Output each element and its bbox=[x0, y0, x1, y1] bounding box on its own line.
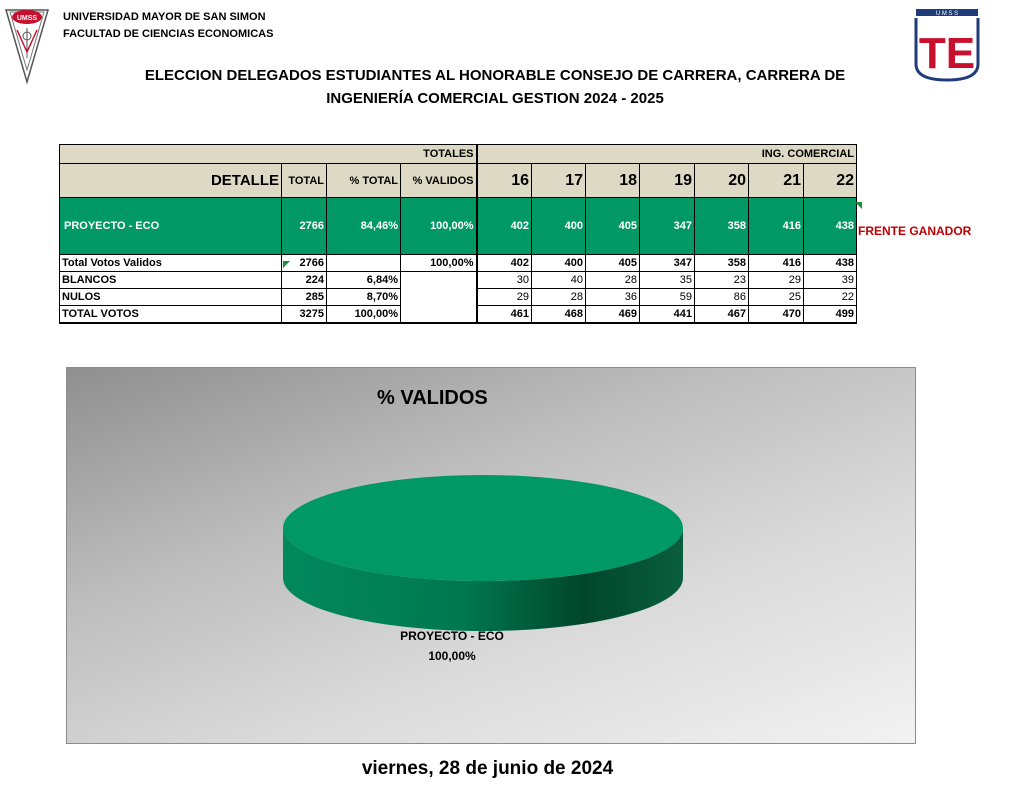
header-mesa-19: 19 bbox=[640, 164, 695, 198]
total-votos-total: 3275 bbox=[282, 306, 327, 324]
nulos-mesa-16: 29 bbox=[477, 289, 532, 306]
validos-row bbox=[60, 255, 857, 272]
header-mesa-22: 22 bbox=[804, 164, 857, 198]
nulos-total: 285 bbox=[282, 289, 327, 306]
header-detalle: DETALLE bbox=[60, 164, 282, 198]
band-ing-comercial: ING. COMERCIAL bbox=[477, 145, 857, 164]
proyecto-mesa-18: 405 bbox=[586, 198, 640, 255]
total-votos-mesa-17: 468 bbox=[532, 306, 586, 324]
blancos-row bbox=[60, 272, 857, 289]
total-votos-label: TOTAL VOTOS bbox=[60, 306, 282, 324]
pie-slice-value-label: 100,00% bbox=[428, 649, 476, 663]
total-votos-mesa-21: 470 bbox=[749, 306, 804, 324]
blancos-total: 224 bbox=[282, 272, 327, 289]
pie-slice bbox=[283, 475, 683, 581]
blancos-mesa-19: 35 bbox=[640, 272, 695, 289]
page-title bbox=[60, 64, 930, 110]
proyecto-total: 2766 bbox=[282, 198, 327, 255]
total-votos-pct-total: 100,00% bbox=[327, 306, 401, 324]
umss-logo-text: UMSS bbox=[16, 15, 38, 22]
proyecto-mesa-22: 438 bbox=[804, 198, 857, 255]
proyecto-label: PROYECTO - ECO bbox=[60, 198, 282, 255]
header-mesa-20: 20 bbox=[695, 164, 749, 198]
nulos-mesa-20: 86 bbox=[695, 289, 749, 306]
validos-total: 2766 bbox=[282, 255, 327, 272]
blancos-pct-total: 6,84% bbox=[327, 272, 401, 289]
nulos-mesa-21: 25 bbox=[749, 289, 804, 306]
header-mesa-18: 18 bbox=[586, 164, 640, 198]
te-logo-small: U M S S bbox=[935, 11, 959, 17]
footer-date: viernes, 28 de junio de 2024 bbox=[361, 758, 614, 779]
nulos-mesa-18: 36 bbox=[586, 289, 640, 306]
nulos-label: NULOS bbox=[60, 289, 282, 306]
proyecto-mesa-17: 400 bbox=[532, 198, 586, 255]
proyecto-row bbox=[60, 198, 857, 255]
total-votos-mesa-16: 461 bbox=[477, 306, 532, 324]
nulos-mesa-17: 28 bbox=[532, 289, 586, 306]
validos-mesa-21: 416 bbox=[749, 255, 804, 272]
title-line-1: ELECCION DELEGADOS ESTUDIANTES AL HONORABLE CONSEJO DE CARRERA, CARRERA DE bbox=[144, 67, 846, 84]
validos-mesa-19: 347 bbox=[640, 255, 695, 272]
nulos-mesa-22: 22 bbox=[804, 289, 857, 306]
pie-chart bbox=[66, 367, 916, 744]
header-mesa-16: 16 bbox=[477, 164, 532, 198]
faculty-name: FACULTAD DE CIENCIAS ECONOMICAS bbox=[63, 28, 274, 40]
blancos-mesa-16: 30 bbox=[477, 272, 532, 289]
validos-mesa-18: 405 bbox=[586, 255, 640, 272]
chart-title: % VALIDOS bbox=[377, 387, 488, 409]
proyecto-pct-total: 84,46% bbox=[327, 198, 401, 255]
validos-pct-validos: 100,00% bbox=[401, 255, 477, 272]
pie-svg bbox=[67, 368, 915, 743]
validos-mesa-16: 402 bbox=[477, 255, 532, 272]
band-totales: TOTALES bbox=[60, 145, 477, 164]
header-total: TOTAL bbox=[282, 164, 327, 198]
blancos-mesa-17: 40 bbox=[532, 272, 586, 289]
blancos-label: BLANCOS bbox=[60, 272, 282, 289]
proyecto-mesa-21: 416 bbox=[749, 198, 804, 255]
te-logo-letters: TE bbox=[918, 29, 976, 78]
total-votos-mesa-19: 441 bbox=[640, 306, 695, 324]
results-table bbox=[59, 144, 857, 324]
validos-pct-total bbox=[327, 255, 401, 272]
total-votos-mesa-20: 467 bbox=[695, 306, 749, 324]
blancos-mesa-21: 29 bbox=[749, 272, 804, 289]
band-row bbox=[60, 145, 857, 164]
empty-validos-cell bbox=[401, 272, 477, 324]
validos-mesa-17: 400 bbox=[532, 255, 586, 272]
header-mesa-17: 17 bbox=[532, 164, 586, 198]
university-name: UNIVERSIDAD MAYOR DE SAN SIMON bbox=[63, 11, 266, 23]
umss-logo bbox=[2, 6, 52, 86]
header-pct-validos: % VALIDOS bbox=[401, 164, 477, 198]
total-votos-mesa-18: 469 bbox=[586, 306, 640, 324]
cell-marker-icon bbox=[283, 261, 290, 268]
validos-mesa-20: 358 bbox=[695, 255, 749, 272]
frente-ganador-label: FRENTE GANADOR bbox=[858, 224, 972, 238]
proyecto-mesa-19: 347 bbox=[640, 198, 695, 255]
proyecto-mesa-16: 402 bbox=[477, 198, 532, 255]
title-line-2: INGENIERÍA COMERCIAL GESTION 2024 - 2025 bbox=[326, 90, 664, 107]
pie-slice-label: PROYECTO - ECO bbox=[400, 629, 504, 643]
blancos-mesa-18: 28 bbox=[586, 272, 640, 289]
blancos-mesa-20: 23 bbox=[695, 272, 749, 289]
header-row bbox=[60, 164, 857, 198]
proyecto-pct-validos: 100,00% bbox=[401, 198, 477, 255]
nulos-mesa-19: 59 bbox=[640, 289, 695, 306]
validos-mesa-22: 438 bbox=[804, 255, 857, 272]
cell-marker-icon bbox=[855, 202, 862, 209]
blancos-mesa-22: 39 bbox=[804, 272, 857, 289]
header-mesa-21: 21 bbox=[749, 164, 804, 198]
nulos-pct-total: 8,70% bbox=[327, 289, 401, 306]
total-votos-mesa-22: 499 bbox=[804, 306, 857, 324]
header-pct-total: % TOTAL bbox=[327, 164, 401, 198]
proyecto-mesa-20: 358 bbox=[695, 198, 749, 255]
validos-label: Total Votos Validos bbox=[60, 255, 282, 272]
